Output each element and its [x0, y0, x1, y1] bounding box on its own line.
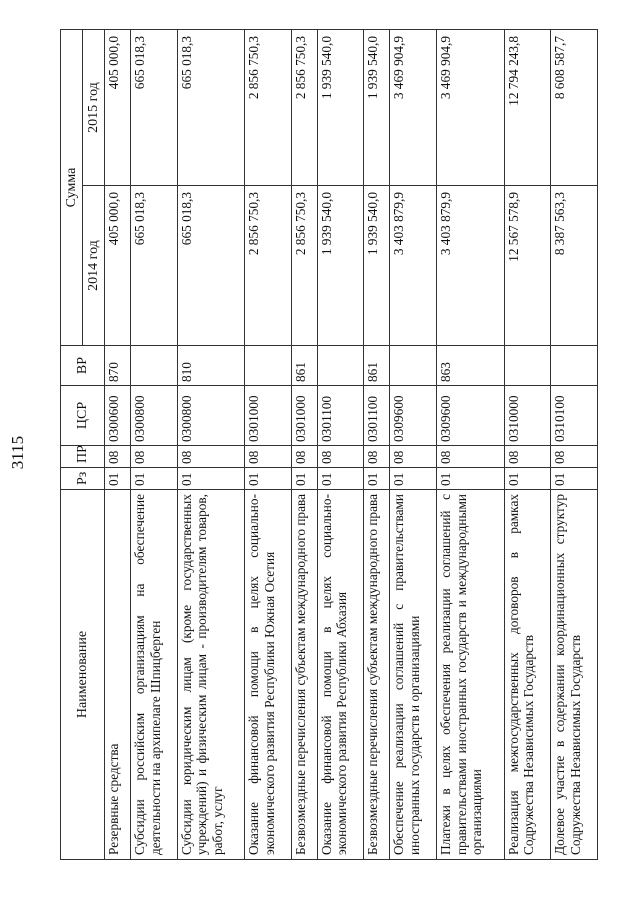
page-number: 3115 — [8, 435, 27, 470]
header-name: Наименование — [61, 490, 105, 860]
row-rz: 01 — [551, 468, 598, 490]
row-name: Безвозмездные перечисления субъектам международного права — [364, 490, 390, 860]
row-sum-2014: 665 018,3 — [177, 186, 244, 346]
row-sum-2015: 405 000,0 — [105, 30, 131, 186]
row-name: Обеспечение реализации соглашений с правительствами иностранных государств и организациями — [390, 490, 437, 860]
row-rz: 01 — [364, 468, 390, 490]
row-pr: 08 — [437, 446, 504, 468]
row-csr: 0310100 — [551, 386, 598, 446]
table-row — [245, 30, 292, 860]
row-vr — [551, 346, 598, 386]
row-rz: 01 — [291, 468, 317, 490]
row-sum-2014: 3 403 879,9 — [390, 186, 437, 346]
row-pr: 08 — [131, 446, 178, 468]
row-name: Платежи в целях обеспечения реализации соглашений с правительствами иностранных государств и международными организациями — [437, 490, 504, 860]
row-vr — [504, 346, 551, 386]
row-pr: 08 — [551, 446, 598, 468]
row-rz: 01 — [245, 468, 292, 490]
row-sum-2014: 3 403 879,9 — [437, 186, 504, 346]
row-name: Оказание финансовой помощи в целях социально-экономического развития Республики Абхазия — [317, 490, 364, 860]
row-rz: 01 — [105, 468, 131, 490]
row-sum-2015: 665 018,3 — [177, 30, 244, 186]
row-pr: 08 — [245, 446, 292, 468]
row-vr — [245, 346, 292, 386]
table-row — [291, 30, 317, 860]
header-rz: Рз — [61, 468, 105, 490]
row-sum-2014: 2 856 750,3 — [291, 186, 317, 346]
header-sum: Сумма — [61, 30, 83, 346]
table-body — [105, 30, 598, 860]
table-row — [105, 30, 131, 860]
row-vr: 863 — [437, 346, 504, 386]
row-sum-2014: 405 000,0 — [105, 186, 131, 346]
row-sum-2015: 3 469 904,9 — [390, 30, 437, 186]
row-sum-2015: 8 608 587,7 — [551, 30, 598, 186]
row-pr: 08 — [364, 446, 390, 468]
row-name: Субсидии юридическим лицам (кроме государственных учреждений) и физическим лицам - производителям товаров, работ, услуг — [177, 490, 244, 860]
row-sum-2015: 12 794 243,8 — [504, 30, 551, 186]
row-sum-2015: 3 469 904,9 — [437, 30, 504, 186]
row-sum-2014: 1 939 540,0 — [317, 186, 364, 346]
row-rz: 01 — [390, 468, 437, 490]
row-sum-2014: 2 856 750,3 — [245, 186, 292, 346]
row-pr: 08 — [390, 446, 437, 468]
row-sum-2015: 1 939 540,0 — [364, 30, 390, 186]
row-pr: 08 — [291, 446, 317, 468]
header-vr: ВР — [61, 346, 105, 386]
table-row — [317, 30, 364, 860]
row-csr: 0300800 — [131, 386, 178, 446]
row-sum-2015: 2 856 750,3 — [291, 30, 317, 186]
table-row — [364, 30, 390, 860]
row-csr: 0301100 — [364, 386, 390, 446]
table-header — [61, 30, 105, 860]
row-rz: 01 — [504, 468, 551, 490]
row-sum-2014: 1 939 540,0 — [364, 186, 390, 346]
header-csr: ЦСР — [61, 386, 105, 446]
table-row — [131, 30, 178, 860]
row-sum-2014: 665 018,3 — [131, 186, 178, 346]
row-rz: 01 — [131, 468, 178, 490]
row-csr: 0301000 — [291, 386, 317, 446]
table-row — [390, 30, 437, 860]
row-csr: 0300800 — [177, 386, 244, 446]
row-vr: 870 — [105, 346, 131, 386]
header-year-2014: 2014 год — [83, 186, 105, 346]
row-name: Резервные средства — [105, 490, 131, 860]
row-name: Оказание финансовой помощи в целях социально-экономического развития Республики Южная Осетия — [245, 490, 292, 860]
row-sum-2015: 665 018,3 — [131, 30, 178, 186]
row-csr: 0300600 — [105, 386, 131, 446]
row-rz: 01 — [177, 468, 244, 490]
row-csr: 0309600 — [437, 386, 504, 446]
row-csr: 0310000 — [504, 386, 551, 446]
table-row — [437, 30, 504, 860]
row-vr — [131, 346, 178, 386]
row-vr — [390, 346, 437, 386]
row-vr — [317, 346, 364, 386]
row-name: Долевое участие в содержании координационных структур Содружества Независимых Государств — [551, 490, 598, 860]
header-pr: ПР — [61, 446, 105, 468]
row-sum-2014: 8 387 563,3 — [551, 186, 598, 346]
row-vr: 861 — [291, 346, 317, 386]
budget-table — [60, 29, 598, 860]
table-row — [551, 30, 598, 860]
row-name: Безвозмездные перечисления субъектам международного права — [291, 490, 317, 860]
table-row — [504, 30, 551, 860]
row-name: Реализация межгосударственных договоров в рамках Содружества Независимых Государств — [504, 490, 551, 860]
row-vr: 810 — [177, 346, 244, 386]
row-sum-2014: 12 567 578,9 — [504, 186, 551, 346]
row-csr: 0301100 — [317, 386, 364, 446]
row-sum-2015: 2 856 750,3 — [245, 30, 292, 186]
table-row — [177, 30, 244, 860]
row-rz: 01 — [437, 468, 504, 490]
row-sum-2015: 1 939 540,0 — [317, 30, 364, 186]
row-name: Субсидии российским организациям на обеспечение деятельности на архипелаге Шпицберген — [131, 490, 178, 860]
row-vr: 861 — [364, 346, 390, 386]
row-pr: 08 — [317, 446, 364, 468]
row-csr: 0301000 — [245, 386, 292, 446]
row-pr: 08 — [177, 446, 244, 468]
row-rz: 01 — [317, 468, 364, 490]
row-csr: 0309600 — [390, 386, 437, 446]
header-year-2015: 2015 год — [83, 30, 105, 186]
row-pr: 08 — [504, 446, 551, 468]
row-pr: 08 — [105, 446, 131, 468]
